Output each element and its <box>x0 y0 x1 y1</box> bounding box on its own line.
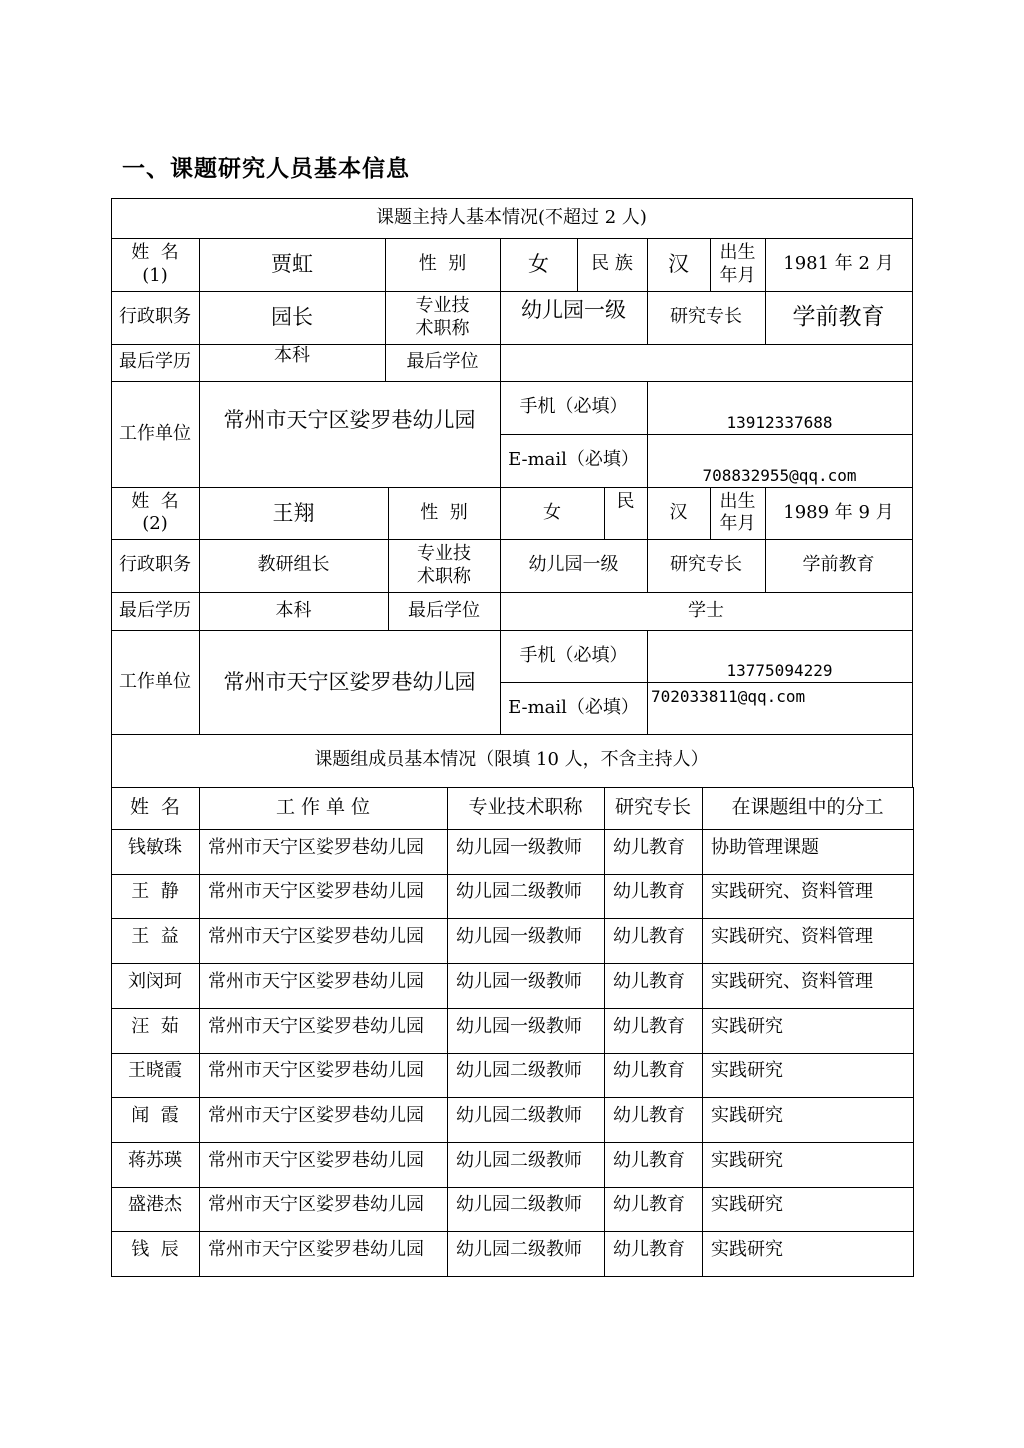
members-table-header: 课题组成员基本情况（限填 10 人，不含主持人） <box>314 749 709 771</box>
host2-edu: 本科 <box>275 599 312 621</box>
table-rule <box>913 787 914 1277</box>
member-cell: 幼儿园二级教师 <box>456 1194 582 1216</box>
host1-gender: 女 <box>528 252 549 277</box>
host1-birth: 1981 年 2 月 <box>783 253 894 275</box>
tech-title-label-line: 术职称 <box>415 317 470 339</box>
section-title: 一、课题研究人员基本信息 <box>122 155 410 182</box>
table-rule <box>199 787 200 1277</box>
table-rule <box>111 1276 914 1277</box>
member-cell: 常州市天宁区娑罗巷幼儿园 <box>208 1015 424 1037</box>
member-cell: 实践研究 <box>711 1104 783 1126</box>
work-unit-label: 工作单位 <box>119 422 191 444</box>
admin-post-label: 行政职务 <box>119 554 191 576</box>
host2-degree: 学士 <box>688 599 724 621</box>
host2-ethnicity: 汉 <box>669 501 688 523</box>
host2-email: 702033811@qq.com <box>651 687 806 706</box>
member-cell: 幼儿教育 <box>613 1060 685 1082</box>
member-cell: 幼儿园一级教师 <box>456 925 582 947</box>
label: 姓 名 <box>131 490 179 512</box>
member-name: 王晓霞 <box>128 1060 182 1082</box>
host1-name: 贾虹 <box>271 252 313 277</box>
birth-label-line: 年月 <box>719 264 756 286</box>
member-cell: 幼儿教育 <box>613 881 685 903</box>
table-rule <box>447 787 448 1277</box>
host2-phone: 13775094229 <box>726 661 833 680</box>
host2-gender: 女 <box>543 501 561 523</box>
member-name: 汪 茹 <box>131 1015 179 1037</box>
member-cell: 常州市天宁区娑罗巷幼儿园 <box>208 836 424 858</box>
birth-label-line: 年月 <box>719 513 756 534</box>
member-cell: 幼儿教育 <box>613 925 685 947</box>
research-label: 研究专长 <box>670 306 742 328</box>
tech-title-label-line: 专业技 <box>415 295 470 316</box>
member-cell: 幼儿教育 <box>613 970 685 992</box>
member-cell: 常州市天宁区娑罗巷幼儿园 <box>208 970 424 992</box>
research-label: 研究专长 <box>670 554 742 576</box>
gender-label: 性 别 <box>420 501 468 523</box>
host1-edu: 本科 <box>274 345 310 367</box>
host2-work-unit: 常州市天宁区娑罗巷幼儿园 <box>223 669 476 694</box>
tech-title-label-line: 专业技 <box>417 543 471 564</box>
member-cell: 常州市天宁区娑罗巷幼儿园 <box>208 1194 424 1216</box>
email-label: E-mail（必填） <box>508 449 639 471</box>
host2-tech-title: 幼儿园一级 <box>528 554 619 576</box>
members-column-header: 专业技术职称 <box>468 796 583 819</box>
degree-label: 最后学位 <box>406 351 479 373</box>
host1-tech-title: 幼儿园一级 <box>521 298 626 323</box>
members-column-header: 姓 名 <box>129 796 181 819</box>
member-cell: 幼儿园一级教师 <box>456 970 582 992</box>
tech-title-label-line: 术职称 <box>417 565 471 587</box>
host2-birth: 1989 年 9 月 <box>783 501 894 523</box>
admin-post-label: 行政职务 <box>119 306 191 328</box>
member-cell: 常州市天宁区娑罗巷幼儿园 <box>208 1238 424 1260</box>
host1-ethnicity: 汉 <box>668 252 689 277</box>
ethnicity-label-split: 民 <box>616 490 635 512</box>
birth-label-line: 出生 <box>719 242 756 263</box>
host2-name-label <box>111 487 199 539</box>
member-cell: 幼儿园二级教师 <box>456 1238 582 1260</box>
member-name: 钱敏珠 <box>128 836 182 858</box>
member-cell: 幼儿教育 <box>613 1015 685 1037</box>
table-rule <box>702 787 703 1277</box>
members-column-header: 在课题组中的分工 <box>731 796 884 819</box>
host1-research: 学前教育 <box>792 304 885 331</box>
host2-admin-post: 教研组长 <box>257 554 330 576</box>
member-name: 王 益 <box>131 925 179 947</box>
member-cell: 幼儿教育 <box>613 1238 685 1260</box>
host1-email: 708832955@qq.com <box>702 465 857 485</box>
tech-title-label <box>388 539 500 592</box>
host2-name: 王翔 <box>272 500 315 525</box>
work-unit-label: 工作单位 <box>119 670 191 692</box>
ethnicity-label: 民 族 <box>591 253 633 275</box>
member-cell: 实践研究 <box>711 1149 783 1171</box>
birth-label <box>710 487 765 539</box>
host1-work-unit: 常州市天宁区娑罗巷幼儿园 <box>223 408 476 433</box>
member-cell: 实践研究 <box>711 1060 783 1082</box>
member-name: 钱 辰 <box>131 1238 179 1260</box>
degree-label: 最后学位 <box>408 599 480 621</box>
edu-label: 最后学历 <box>119 351 191 373</box>
host1-degree <box>500 344 912 381</box>
host1-phone: 13912337688 <box>726 412 833 432</box>
member-cell: 协助管理课题 <box>711 836 819 858</box>
email-label: E-mail（必填） <box>508 696 639 718</box>
member-cell: 实践研究、资料管理 <box>711 970 873 992</box>
host-table-header: 课题主持人基本情况(不超过 2 人) <box>376 206 647 228</box>
member-cell: 幼儿教育 <box>613 1194 685 1216</box>
member-cell: 实践研究 <box>711 1015 783 1037</box>
member-cell: 常州市天宁区娑罗巷幼儿园 <box>208 1060 424 1082</box>
member-cell: 幼儿园二级教师 <box>456 881 582 903</box>
host-index: (2) <box>142 513 168 534</box>
member-cell: 幼儿园一级教师 <box>456 1015 582 1037</box>
member-cell: 幼儿园二级教师 <box>456 1104 582 1126</box>
member-name: 闻 霞 <box>131 1104 179 1126</box>
birth-label-line: 出生 <box>719 490 756 512</box>
member-cell: 常州市天宁区娑罗巷幼儿园 <box>208 1149 424 1171</box>
member-cell: 幼儿教育 <box>613 1149 685 1171</box>
member-cell: 实践研究、资料管理 <box>711 925 873 947</box>
edu-label: 最后学历 <box>119 599 191 621</box>
member-name: 蒋苏瑛 <box>128 1149 182 1171</box>
table-rule <box>604 787 605 1277</box>
member-name: 王 静 <box>131 881 179 903</box>
birth-label <box>710 238 765 291</box>
member-cell: 幼儿教育 <box>613 836 685 858</box>
member-cell: 幼儿园一级教师 <box>456 836 582 858</box>
member-name: 盛港杰 <box>128 1194 182 1216</box>
table-rule <box>912 198 913 788</box>
host-index: (1) <box>142 264 168 286</box>
member-cell: 常州市天宁区娑罗巷幼儿园 <box>208 1104 424 1126</box>
member-cell: 实践研究 <box>711 1238 783 1260</box>
member-cell: 常州市天宁区娑罗巷幼儿园 <box>208 881 424 903</box>
host1-name-label <box>111 238 199 291</box>
label: 姓 名 <box>131 242 179 263</box>
member-cell: 幼儿园二级教师 <box>456 1060 582 1082</box>
member-cell: 实践研究 <box>711 1194 783 1216</box>
tech-title-label <box>385 291 500 344</box>
member-cell: 幼儿园二级教师 <box>456 1149 582 1171</box>
members-column-header: 研究专长 <box>614 796 691 819</box>
member-name: 刘闵珂 <box>128 970 182 992</box>
host1-admin-post: 园长 <box>271 305 313 330</box>
host2-research: 学前教育 <box>802 554 875 576</box>
gender-label: 性 别 <box>418 253 467 275</box>
member-cell: 实践研究、资料管理 <box>711 881 873 903</box>
members-column-header: 工 作 单 位 <box>275 796 371 819</box>
phone-label: 手机（必填） <box>519 396 628 418</box>
member-cell: 幼儿教育 <box>613 1104 685 1126</box>
phone-label: 手机（必填） <box>519 644 628 666</box>
member-cell: 常州市天宁区娑罗巷幼儿园 <box>208 925 424 947</box>
